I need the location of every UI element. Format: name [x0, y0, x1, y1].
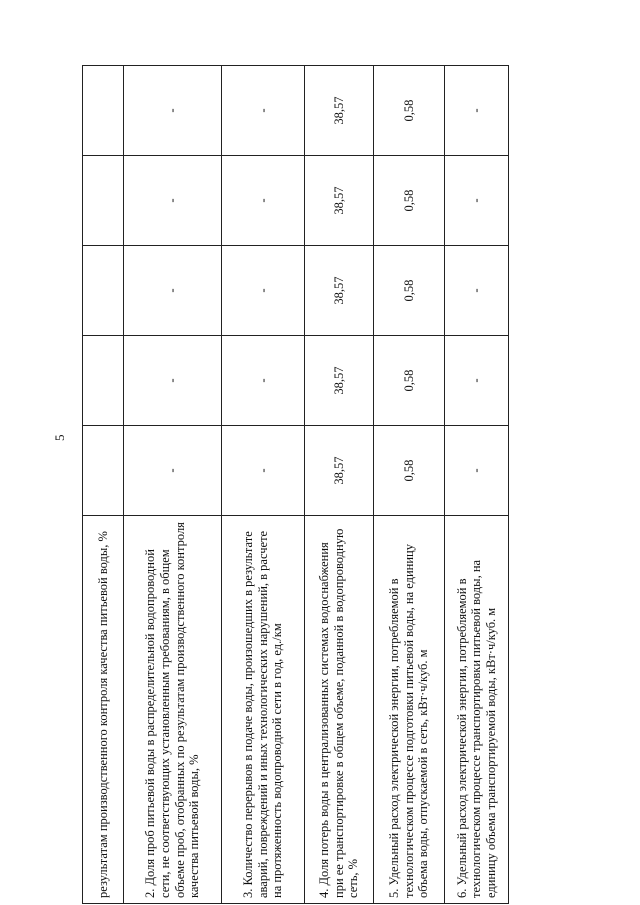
row-value: -: [445, 336, 509, 426]
row-value: -: [222, 246, 305, 336]
row-value: 0,58: [374, 336, 445, 426]
row-value: -: [445, 426, 509, 516]
row-value: -: [124, 66, 222, 156]
row-value: 0,58: [374, 426, 445, 516]
row-value: -: [222, 156, 305, 246]
row-value: -: [445, 156, 509, 246]
row-description: 4. Доля потерь воды в централизованных системах водоснабжения при ее транспортировке в общем объеме, поданной в водопроводную сеть, %: [305, 516, 374, 904]
row-value: -: [124, 156, 222, 246]
page-number: 5: [52, 434, 67, 441]
row-value: 38,57: [305, 426, 374, 516]
row-value: 0,58: [374, 246, 445, 336]
row-value: [83, 426, 124, 516]
table-row: [83, 66, 124, 904]
row-value: -: [124, 426, 222, 516]
table-row: [445, 66, 509, 904]
table-row: [374, 66, 445, 904]
row-description: 6. Удельный расход электрической энергии, потребляемой в технологическом процессе транспортировки питьевой воды, на единицу объема транспортируемой воды, кВт·ч/куб. м: [445, 516, 509, 904]
indicators-table-frame: [82, 66, 508, 904]
row-value: 38,57: [305, 336, 374, 426]
row-value: -: [124, 246, 222, 336]
row-value: -: [445, 246, 509, 336]
row-value: 38,57: [305, 156, 374, 246]
row-value: [83, 336, 124, 426]
row-value: 0,58: [374, 66, 445, 156]
row-description: 3. Количество перерывов в подаче воды, произошедших в результате аварий, повреждений и иных технологических нарушений, в расчете на протяженность водопроводной сети в год, ед./км: [222, 516, 305, 904]
row-value: [83, 156, 124, 246]
indicators-table: [82, 65, 509, 904]
row-value: 38,57: [305, 246, 374, 336]
row-value: -: [222, 426, 305, 516]
row-description: результатам производственного контроля качества питьевой воды, %: [83, 516, 124, 904]
row-value: 38,57: [305, 66, 374, 156]
table-row: [124, 66, 222, 904]
row-value: -: [222, 336, 305, 426]
row-description: 2. Доля проб питьевой воды в распределительной водопроводной сети, не соответствующих установленным требованиям, в общем объеме проб, отобранных по результатам производственного контроля качества питьевой воды, %: [124, 516, 222, 904]
row-value: [83, 246, 124, 336]
row-value: -: [124, 336, 222, 426]
row-value: -: [222, 66, 305, 156]
row-value: -: [445, 66, 509, 156]
row-description: 5. Удельный расход электрической энергии, потребляемой в технологическом процессе подготовки питьевой воды, на единицу объема воды, отпускаемой в сеть, кВт·ч/куб. м: [374, 516, 445, 904]
table-row: [222, 66, 305, 904]
row-value: 0,58: [374, 156, 445, 246]
row-value: [83, 66, 124, 156]
table-row: [305, 66, 374, 904]
